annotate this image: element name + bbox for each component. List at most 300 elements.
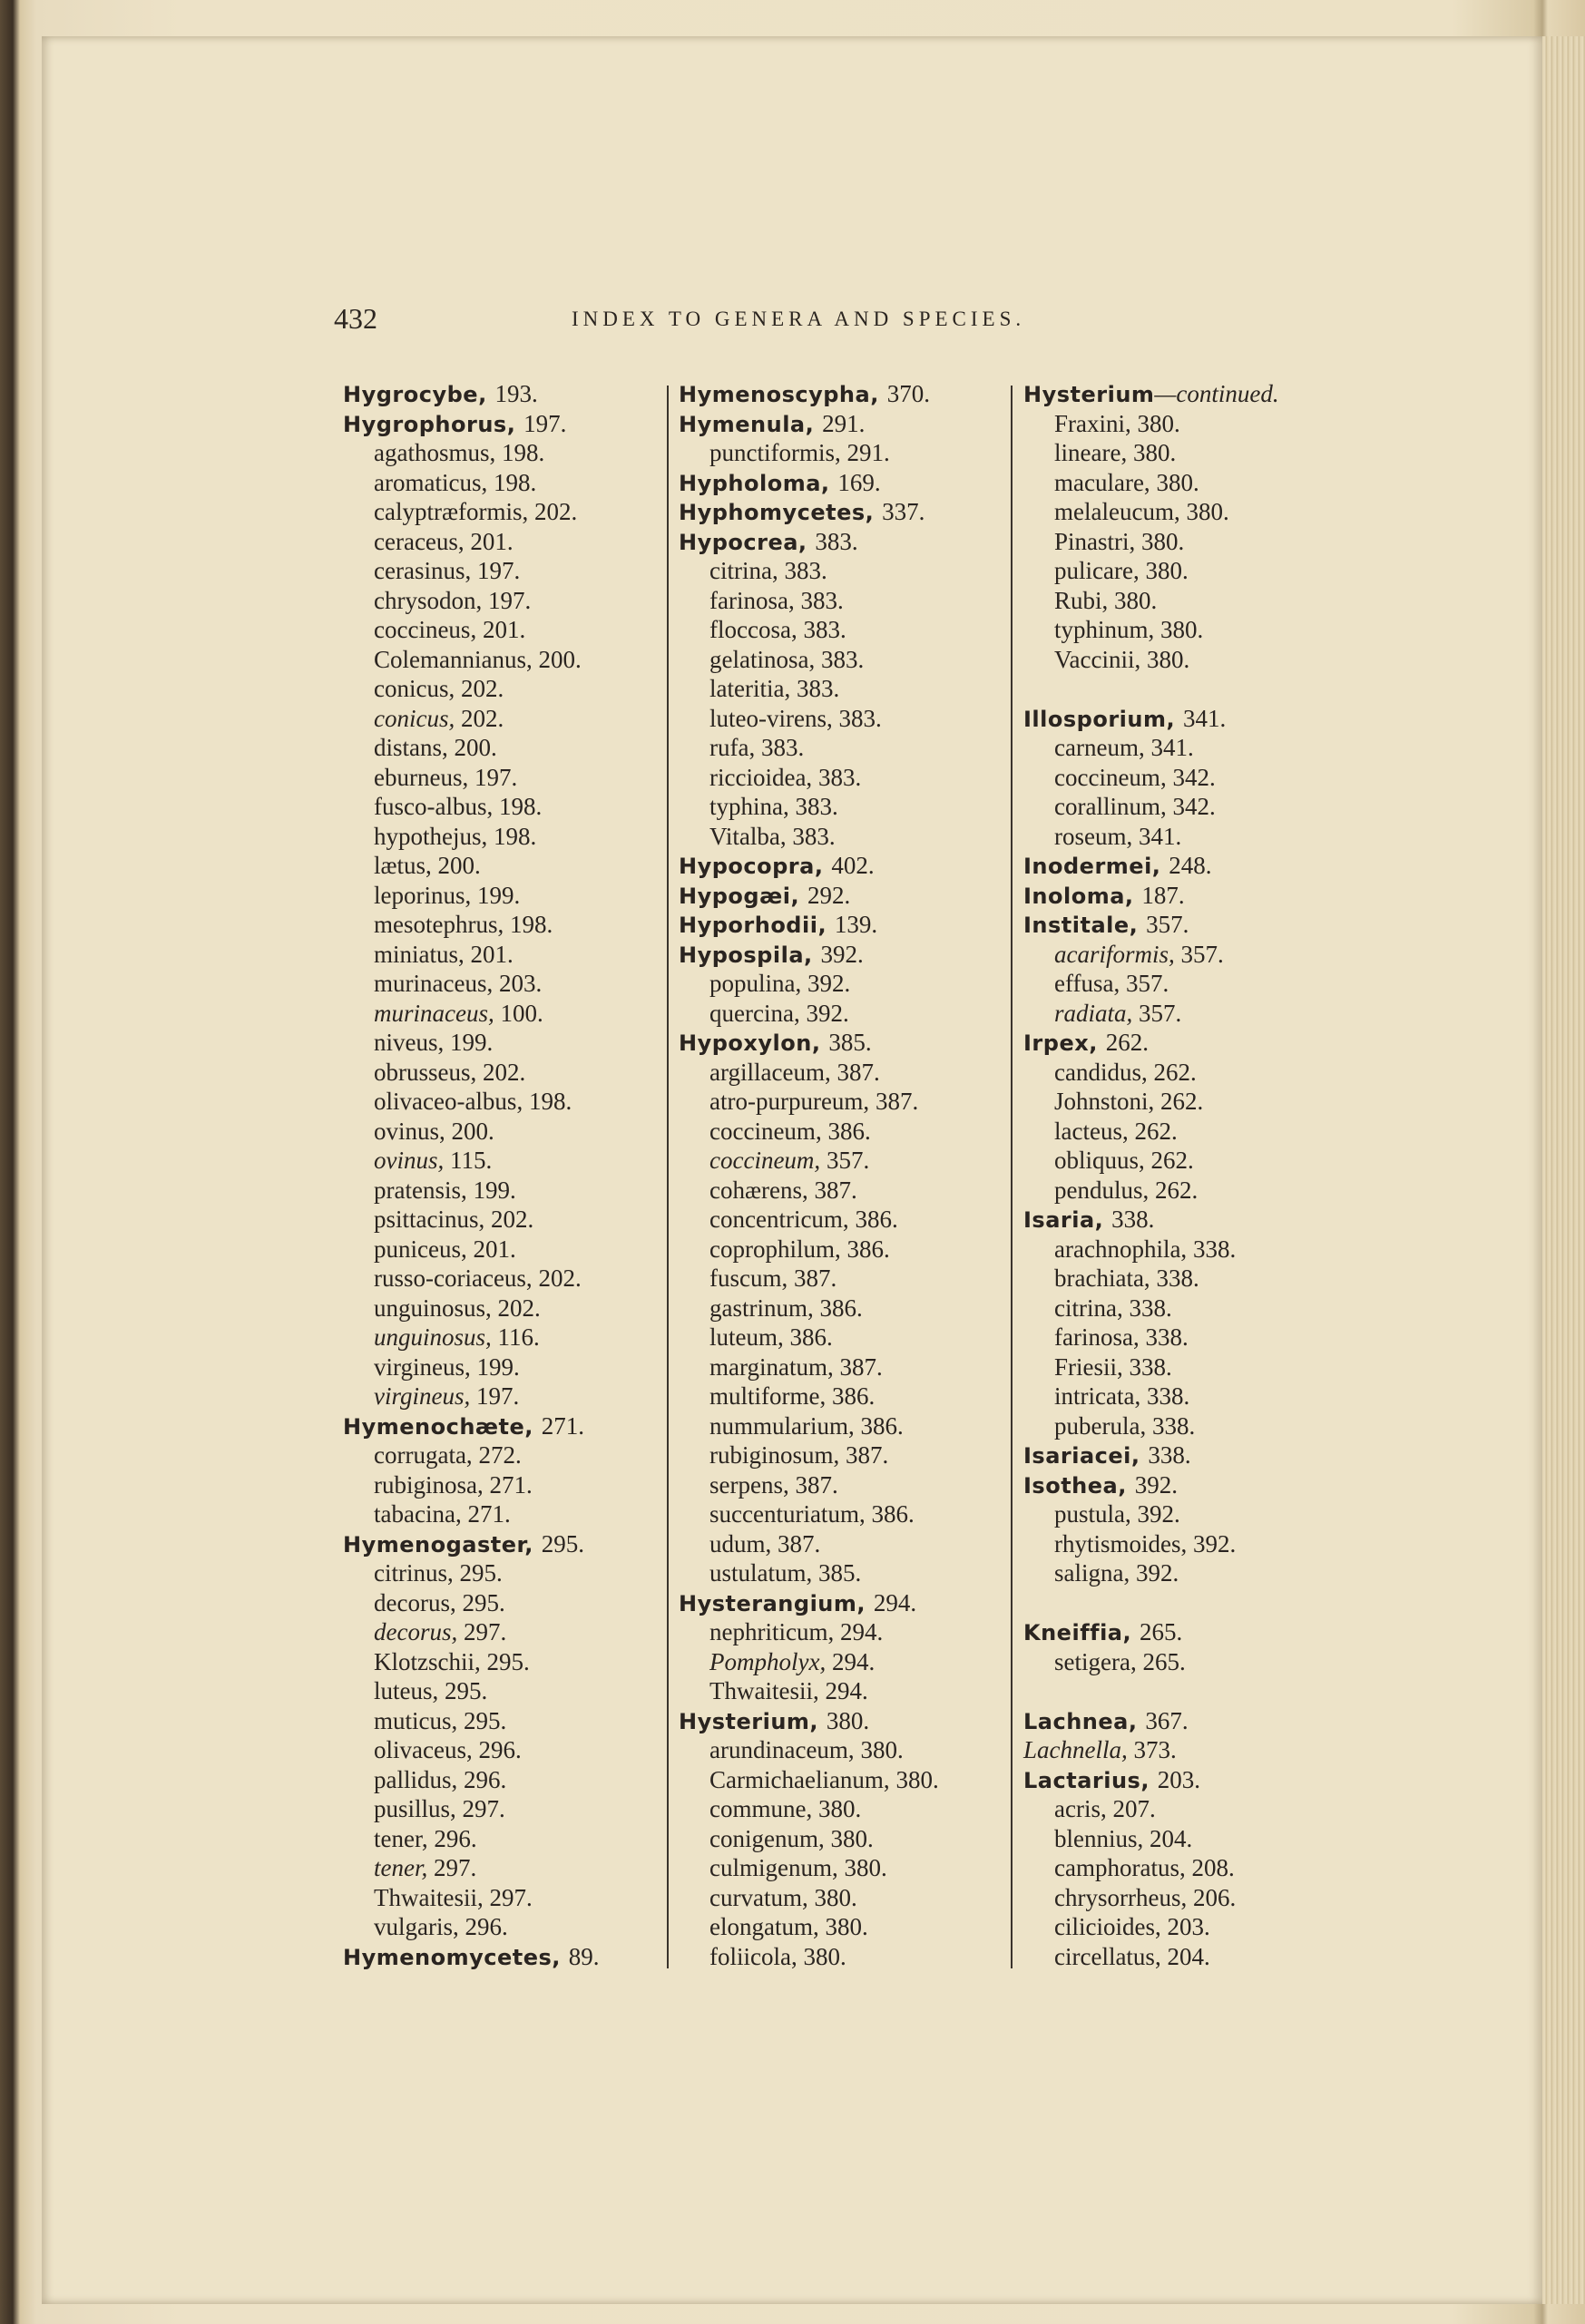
entry-name: coccineum, [709, 1147, 821, 1174]
index-entry-genus [1023, 379, 1359, 409]
entry-page-ref: 202. [460, 704, 504, 732]
entry-page-ref: 294. [831, 1647, 876, 1675]
index-entry-species [343, 556, 660, 586]
entry-name: typhina, [709, 793, 789, 820]
entry-page-ref: 265. [1142, 1647, 1186, 1675]
index-entry-species [1023, 1411, 1359, 1441]
index-entry-genus [679, 497, 1014, 527]
entry-name: virgineus, [374, 1352, 471, 1381]
entry-page-ref: 295. [445, 1677, 488, 1704]
entry-name: Hypholoma, [679, 470, 830, 496]
entry-name: citrinus, [374, 1559, 454, 1587]
index-entry-species [1023, 586, 1359, 616]
entry-name: concentricum, [709, 1206, 849, 1233]
index-entry-genus [1023, 1617, 1359, 1647]
entry-name: Hyporhodii, [679, 913, 827, 938]
entry-name: commune, [709, 1795, 813, 1822]
entry-page-ref: 271. [541, 1411, 585, 1440]
index-entry-species [1023, 1558, 1359, 1588]
entry-name: miniatus, [374, 940, 465, 968]
entry-name: Illosporium, [1023, 706, 1176, 732]
entry-name: populina, [709, 970, 802, 997]
index-entry-species [1023, 527, 1359, 557]
entry-page-ref: 357. [1180, 940, 1224, 968]
entry-page-ref: 357. [1146, 911, 1189, 938]
index-entry-species [679, 1499, 1014, 1529]
index-entry-species [343, 1735, 660, 1765]
entry-name: Hypogæi, [679, 883, 800, 909]
index-entry-species [679, 1117, 1014, 1147]
entry-name: Hyphomycetes, [679, 500, 875, 525]
entry-name: murinaceus, [374, 999, 494, 1027]
entry-page-ref: 197. [476, 557, 521, 584]
index-entry-species [343, 1676, 660, 1706]
index-entry-species [343, 1853, 660, 1883]
column-divider [667, 386, 669, 1968]
index-entry-species [1023, 1294, 1359, 1323]
entry-continued-note: —continued. [1154, 380, 1279, 407]
entry-name: foliicola, [709, 1942, 797, 1970]
index-entry-species [1023, 1824, 1359, 1854]
entry-name: luteo-virens, [709, 704, 833, 732]
index-entry-species [343, 940, 660, 970]
index-entry-genus [679, 940, 1014, 970]
entry-name: coprophilum, [709, 1235, 841, 1263]
index-entry-species [1023, 1235, 1359, 1265]
index-entry-species [343, 1558, 660, 1588]
index-entry-species [679, 645, 1014, 675]
entry-name: Hymenomycetes, [343, 1944, 561, 1970]
entry-page-ref: 386. [831, 1382, 876, 1410]
entry-name: obliquus, [1054, 1147, 1145, 1174]
entry-name: conicus, [374, 675, 455, 702]
entry-page-ref: 380. [844, 1854, 887, 1881]
index-entry-species [343, 1146, 660, 1176]
entry-page-ref: 387. [839, 1352, 883, 1381]
entry-page-ref: 199. [477, 881, 521, 909]
index-entry-species [343, 910, 660, 940]
entry-page-ref: 392. [1193, 1529, 1237, 1557]
entry-name: calyptræformis, [374, 498, 529, 525]
entry-page-ref: 380. [1114, 586, 1158, 614]
entry-name: chrysodon, [374, 586, 483, 614]
entry-name: unguinosus, [374, 1323, 492, 1351]
index-entry-species [679, 1146, 1014, 1176]
index-entry-species [1023, 1264, 1359, 1294]
entry-name: quercina, [709, 999, 800, 1027]
entry-page-ref: 383. [795, 793, 838, 820]
entry-name: rubiginosa, [374, 1470, 484, 1499]
entry-name: ovinus, [374, 1147, 445, 1174]
index-entry-species [1023, 1794, 1359, 1824]
entry-page-ref: 383. [820, 645, 865, 673]
index-entry-species [1023, 1382, 1359, 1411]
index-entry-species [1023, 1323, 1359, 1352]
entry-name: agathosmus, [374, 439, 496, 466]
entry-name: argillaceum, [709, 1058, 831, 1086]
entry-name: hypothejus, [374, 822, 488, 850]
index-entry-genus [679, 1028, 1014, 1058]
entry-name: pulicare, [1054, 557, 1140, 584]
entry-page-ref: 383. [838, 704, 882, 732]
entry-page-ref: 392. [1137, 1500, 1180, 1528]
index-entry-genus [1023, 910, 1359, 940]
entry-page-ref: 370. [886, 380, 930, 407]
entry-page-ref: 296. [465, 1913, 508, 1940]
index-entry-species [1023, 1942, 1359, 1972]
entry-name: floccosa, [709, 616, 797, 643]
index-entry-species [343, 733, 660, 763]
entry-page-ref: 294. [839, 1618, 884, 1645]
entry-page-ref: 338. [1111, 1206, 1155, 1233]
index-entry-species [343, 881, 660, 911]
entry-page-ref: 296. [478, 1736, 522, 1763]
index-entry-species [679, 792, 1014, 822]
index-entry-species [1023, 556, 1359, 586]
entry-name: arachnophila, [1054, 1235, 1188, 1263]
entry-name: radiata, [1054, 999, 1133, 1027]
entry-name: corrugata, [374, 1441, 473, 1469]
entry-page-ref: 383. [815, 527, 858, 555]
entry-name: Isaria, [1023, 1207, 1104, 1233]
entry-page-ref: 200. [437, 852, 481, 879]
entry-name: Isariacei, [1023, 1443, 1140, 1469]
index-entry-species [679, 704, 1014, 734]
index-entry-species [343, 527, 660, 557]
entry-name: cerasinus, [374, 557, 472, 584]
entry-page-ref: 380. [817, 1795, 862, 1822]
index-entry-species [1023, 822, 1359, 852]
entry-page-ref: 206. [1192, 1883, 1237, 1911]
index-entry-species [679, 1411, 1014, 1441]
entry-page-ref: 271. [467, 1500, 511, 1528]
entry-page-ref: 385. [818, 1559, 862, 1587]
entry-name: fusco-albus, [374, 793, 494, 820]
entry-page-ref: 357. [826, 1147, 870, 1174]
entry-name: candidus, [1054, 1058, 1148, 1086]
entry-name: pusillus, [374, 1795, 456, 1822]
entry-page-ref: 198. [528, 1088, 572, 1115]
index-entry-species [343, 1588, 660, 1618]
entry-page-ref: 204. [1167, 1942, 1210, 1970]
entry-name: Lactarius, [1023, 1767, 1150, 1793]
entry-name: Rubi, [1054, 586, 1109, 614]
index-entry-species [343, 1205, 660, 1235]
entry-page-ref: 380. [826, 1706, 870, 1734]
entry-page-ref: 202. [533, 498, 578, 525]
entry-name: Hypoxylon, [679, 1030, 821, 1056]
entry-name: luteus, [374, 1677, 439, 1704]
entry-page-ref: 297. [489, 1883, 533, 1911]
entry-page-ref: 202. [497, 1294, 541, 1322]
entry-page-ref: 341. [1150, 734, 1194, 761]
index-entry-species [1023, 1853, 1359, 1883]
entry-name: effusa, [1054, 970, 1120, 997]
index-entry-genus [1023, 1765, 1359, 1795]
entry-page-ref: 387. [795, 1470, 838, 1499]
index-column-2 [679, 379, 1014, 1971]
entry-name: succenturiatum, [709, 1500, 866, 1528]
entry-page-ref: 342. [1172, 763, 1216, 791]
entry-page-ref: 383. [817, 763, 862, 791]
index-entry-species [679, 615, 1014, 645]
index-entry-genus [679, 1706, 1014, 1736]
entry-name: cohærens, [709, 1176, 808, 1204]
entry-name: Lachnella, [1023, 1736, 1128, 1763]
index-entry-species [679, 438, 1014, 468]
entry-page-ref: 295. [464, 1706, 507, 1734]
entry-page-ref: 89. [568, 1942, 600, 1970]
entry-page-ref: 338. [1146, 1382, 1190, 1410]
entry-name: Colemannianus, [374, 645, 533, 673]
entry-name: decorus, [374, 1588, 456, 1616]
entry-page-ref: 386. [871, 1500, 915, 1528]
entry-page-ref: 262. [1155, 1176, 1199, 1204]
index-entry-species [343, 1352, 660, 1382]
index-entry-species [343, 1824, 660, 1854]
index-entry-genus [679, 851, 1014, 881]
entry-page-ref: 248. [1169, 852, 1212, 879]
index-entry-species [343, 645, 660, 675]
index-entry-genus [1023, 1440, 1359, 1470]
entry-name: carneum, [1054, 734, 1145, 761]
index-entry-genus [679, 910, 1014, 940]
index-entry-species [343, 969, 660, 999]
index-entry-species [343, 1794, 660, 1824]
entry-name: distans, [374, 734, 448, 761]
index-entry-species [679, 674, 1014, 704]
index-entry-species [679, 1323, 1014, 1352]
entry-name: Pompholyx, [709, 1647, 827, 1675]
entry-name: acris, [1054, 1795, 1107, 1822]
entry-page-ref: 199. [476, 1352, 520, 1381]
entry-name: Vaccinii, [1054, 645, 1141, 673]
entry-page-ref: 187. [1141, 881, 1185, 909]
entry-name: intricata, [1054, 1382, 1141, 1410]
entry-name: coccineum, [1054, 763, 1167, 791]
entry-page-ref: 383. [796, 675, 840, 702]
entry-page-ref: 387. [778, 1529, 821, 1557]
entry-page-ref: 208. [1191, 1854, 1235, 1881]
entry-page-ref: 296. [464, 1765, 507, 1793]
index-entry-genus [1023, 881, 1359, 911]
index-entry-species [679, 969, 1014, 999]
index-entry-species [679, 1794, 1014, 1824]
next-page-edge [1542, 36, 1585, 2304]
index-entry-genus [1023, 1028, 1359, 1058]
entry-page-ref: 116. [497, 1323, 540, 1351]
entry-page-ref: 380. [803, 1942, 846, 1970]
index-entry-species [1023, 1883, 1359, 1913]
entry-name: curvatum, [709, 1883, 808, 1911]
entry-page-ref: 169. [837, 468, 881, 496]
entry-page-ref: 197. [487, 586, 532, 614]
entry-page-ref: 357. [1139, 999, 1182, 1027]
entry-page-ref: 197. [474, 763, 518, 791]
entry-page-ref: 341. [1138, 822, 1182, 850]
entry-name: Fraxini, [1054, 409, 1131, 437]
index-entry-species [1023, 1058, 1359, 1088]
entry-name: punctiformis, [709, 439, 841, 466]
page-number: 432 [334, 302, 377, 335]
index-entry-species [343, 615, 660, 645]
entry-name: Hygrophorus, [343, 411, 516, 437]
index-entry-species [1023, 733, 1359, 763]
index-entry-species [679, 1235, 1014, 1265]
index-entry-species [1023, 615, 1359, 645]
index-entry-species [679, 1558, 1014, 1588]
entry-name: roseum, [1054, 822, 1133, 850]
entry-page-ref: 380. [1146, 645, 1190, 673]
index-entry-species [343, 704, 660, 734]
index-entry-species [679, 733, 1014, 763]
index-entry-genus [679, 881, 1014, 911]
index-entry-genus [1023, 1205, 1359, 1235]
entry-page-ref: 193. [494, 380, 538, 407]
entry-name: luteum, [709, 1323, 784, 1351]
entry-page-ref: 198. [498, 793, 543, 820]
index-entry-species [679, 556, 1014, 586]
entry-page-ref: 380. [1156, 468, 1199, 496]
entry-name: setigera, [1054, 1647, 1137, 1675]
entry-name: nummularium, [709, 1411, 855, 1440]
index-entry-species [343, 438, 660, 468]
index-entry-species [1023, 1529, 1359, 1559]
entry-page-ref: 387. [837, 1058, 880, 1086]
entry-name: acariformis, [1054, 940, 1175, 968]
index-entry-species [679, 1470, 1014, 1500]
entry-name: chrysorrheus, [1054, 1883, 1188, 1911]
entry-page-ref: 198. [509, 911, 553, 938]
entry-name: niveus, [374, 1029, 445, 1056]
entry-page-ref: 297. [463, 1618, 507, 1645]
entry-page-ref: 203. [498, 970, 543, 997]
entry-page-ref: 338. [1145, 1323, 1189, 1351]
entry-name: atro-purpureum, [709, 1088, 870, 1115]
entry-name: cilicioides, [1054, 1913, 1161, 1940]
entry-page-ref: 392. [1134, 1470, 1178, 1499]
index-entry-species [1023, 1735, 1359, 1765]
index-entry-species [343, 1323, 660, 1352]
index-column-3 [1023, 379, 1359, 1971]
index-entry-species [1023, 468, 1359, 498]
entry-page-ref: 297. [433, 1854, 477, 1881]
column-divider [1011, 386, 1013, 1968]
entry-name: virgineus, [374, 1382, 471, 1410]
entry-page-ref: 385. [828, 1029, 872, 1056]
index-entry-species [679, 1853, 1014, 1883]
index-entry-species [343, 1765, 660, 1795]
index-entry-species [343, 586, 660, 616]
index-entry-species [343, 763, 660, 793]
entry-name: Thwaitesii, [374, 1883, 484, 1911]
entry-name: culmigenum, [709, 1854, 838, 1881]
entry-page-ref: 380. [1132, 439, 1177, 466]
entry-page-ref: 380. [1141, 527, 1185, 555]
index-entry-species [1023, 1146, 1359, 1176]
page-header [334, 302, 1114, 338]
entry-name: Institale, [1023, 913, 1139, 938]
index-entry-genus [343, 1411, 660, 1441]
index-entry-species [343, 1294, 660, 1323]
entry-page-ref: 383. [784, 557, 827, 584]
entry-page-ref: 338. [1129, 1294, 1172, 1322]
index-entry-species [679, 1824, 1014, 1854]
index-entry-genus [1023, 851, 1359, 881]
entry-name: tener, [374, 1854, 428, 1881]
entry-name: serpens, [709, 1470, 789, 1499]
index-entry-species [1023, 409, 1359, 439]
index-entry-species [679, 1883, 1014, 1913]
entry-page-ref: 338. [1156, 1265, 1199, 1292]
entry-name: murinaceus, [374, 970, 494, 997]
index-entry-species [343, 1647, 660, 1677]
entry-page-ref: 262. [1160, 1088, 1204, 1115]
entry-page-ref: 338. [1129, 1352, 1172, 1381]
entry-page-ref: 387. [793, 1265, 837, 1292]
entry-name: gastrinum, [709, 1294, 814, 1322]
entry-page-ref: 387. [875, 1088, 919, 1115]
entry-name: olivaceo-albus, [374, 1088, 523, 1115]
entry-page-ref: 383. [760, 734, 805, 761]
index-entry-species [679, 822, 1014, 852]
entry-page-ref: 294. [873, 1588, 917, 1616]
entry-name: rufa, [709, 734, 756, 761]
entry-page-ref: 207. [1112, 1795, 1156, 1822]
entry-name: pendulus, [1054, 1176, 1150, 1204]
entry-page-ref: 296. [434, 1824, 477, 1852]
entry-name: riccioidea, [709, 763, 813, 791]
index-entry-species [343, 1883, 660, 1913]
entry-page-ref: 203. [1157, 1765, 1201, 1793]
entry-name: Thwaitesii, [709, 1677, 819, 1704]
index-entry-species [343, 1264, 660, 1294]
entry-name: lateritia, [709, 675, 791, 702]
index-entry-genus [343, 379, 660, 409]
entry-name: circellatus, [1054, 1942, 1161, 1970]
entry-name: pallidus, [374, 1765, 458, 1793]
index-entry-species [1023, 1087, 1359, 1117]
entry-page-ref: 386. [860, 1411, 904, 1440]
entry-name: Hymenochæte, [343, 1413, 533, 1440]
index-entry-genus [343, 1529, 660, 1559]
entry-page-ref: 383. [800, 586, 844, 614]
entry-name: aromaticus, [374, 468, 488, 496]
entry-name: maculare, [1054, 468, 1150, 496]
index-entry-species [1023, 1912, 1359, 1942]
entry-name: Johnstoni, [1054, 1088, 1155, 1115]
index-entry-genus [343, 409, 660, 439]
entry-page-ref: 272. [478, 1441, 522, 1469]
entry-name: udum, [709, 1529, 772, 1557]
entry-name: russo-coriaceus, [374, 1265, 533, 1292]
index-entry-species [343, 1176, 660, 1206]
entry-name: Hypocrea, [679, 529, 807, 555]
index-entry-species [343, 999, 660, 1029]
entry-page-ref: 204. [1150, 1824, 1193, 1852]
entry-name: conicus, [374, 704, 455, 732]
index-entry-species [343, 1058, 660, 1088]
index-entry-species [679, 1647, 1014, 1677]
index-entry-genus [679, 409, 1014, 439]
running-title: INDEX TO GENERA AND SPECIES. [572, 308, 1026, 330]
index-entry-species [1023, 1352, 1359, 1382]
entry-page-ref: 386. [855, 1206, 898, 1233]
entry-name: coccineus, [374, 616, 477, 643]
index-entry-species [343, 822, 660, 852]
entry-page-ref: 383. [803, 616, 846, 643]
index-entry-species [343, 497, 660, 527]
